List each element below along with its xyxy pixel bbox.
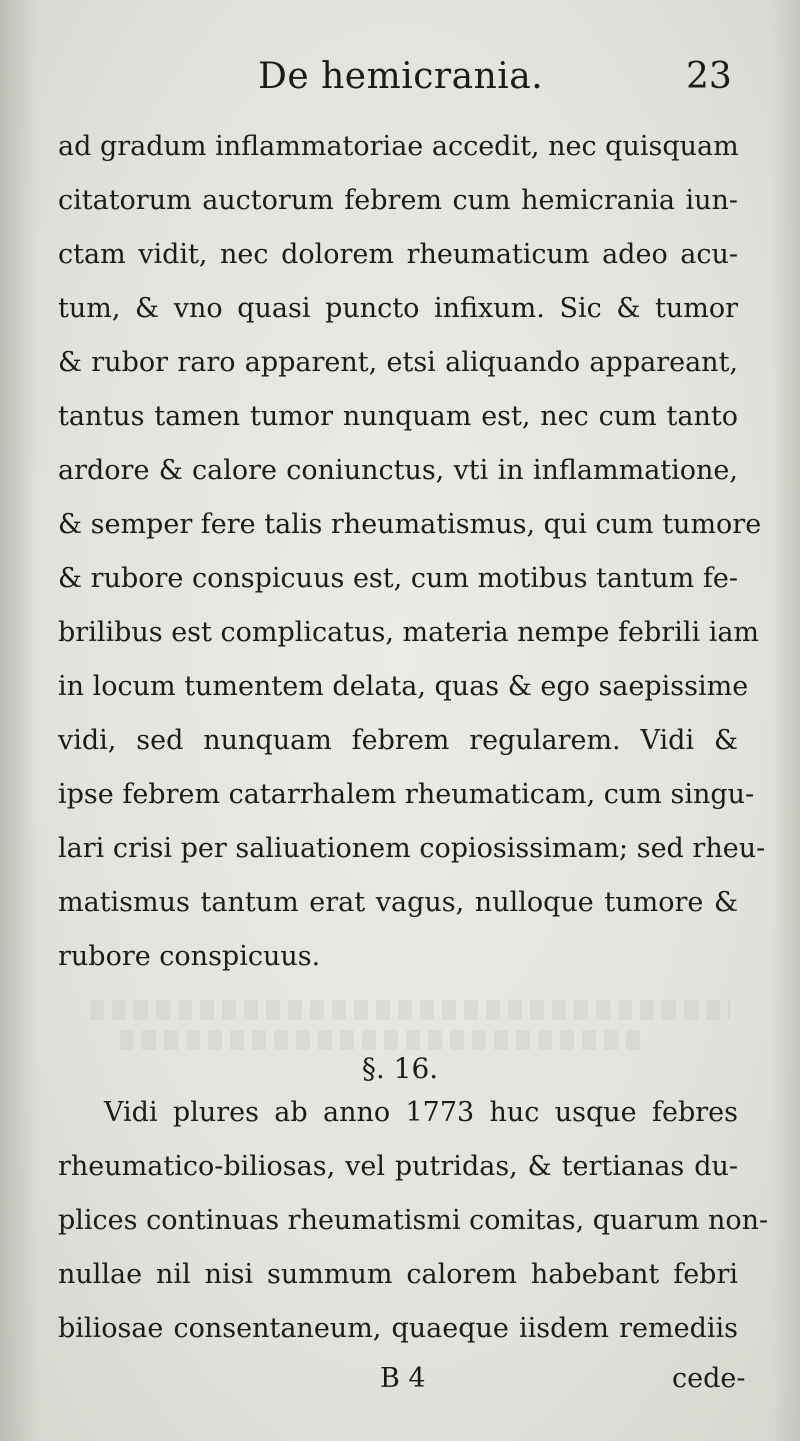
text-line: & rubor raro apparent, etsi aliquando appareant, [58, 347, 738, 378]
text-line: Vidi plures ab anno 1773 huc usque febres [104, 1097, 738, 1128]
text-line: citatorum auctorum febrem cum hemicrania iun- [58, 185, 738, 216]
text-line: ctam vidit, nec dolorem rheumaticum adeo acu- [58, 239, 738, 270]
text-line: nullae nil nisi summum calorem habebant febri [58, 1259, 738, 1290]
text-line: lari crisi per saliuationem copiosissimam; sed rheu- [58, 833, 766, 864]
page-shadow-left [0, 0, 38, 1441]
text-line: plices continuas rheumatismi comitas, quarum non- [58, 1205, 769, 1236]
text-line: biliosae consentaneum, quaeque iisdem remediis [58, 1313, 738, 1344]
text-line: ipse febrem catarrhalem rheumaticam, cum singu- [58, 779, 755, 810]
text-line: in locum tumentem delata, quas & ego saepissime [58, 671, 749, 702]
running-title: De hemicrania. [258, 56, 544, 97]
text-line: ad gradum inflammatoriae accedit, nec quisquam [58, 131, 739, 162]
section-heading: §. 16. [361, 1052, 439, 1085]
text-line: tantus tamen tumor nunquam est, nec cum tanto [58, 401, 738, 432]
text-line: & semper fere talis rheumatismus, qui cum tumore [58, 509, 762, 540]
page-shadow-right [772, 0, 800, 1441]
text-line: brilibus est complicatus, materia nempe febrili iam [58, 617, 760, 648]
text-line: & rubore conspicuus est, cum motibus tantum fe- [58, 563, 738, 594]
text-line: matismus tantum erat vagus, nulloque tumore & [58, 887, 738, 918]
text-line: tum, & vno quasi puncto infixum. Sic & tumor [58, 293, 738, 324]
signature-mark: B 4 [380, 1363, 426, 1394]
text-line: rheumatico-biliosas, vel putridas, & tertianas du- [58, 1151, 738, 1182]
text-line: vidi, sed nunquam febrem regularem. Vidi & [58, 725, 738, 756]
catchword: cede- [672, 1363, 746, 1394]
show-through-text [90, 1000, 730, 1020]
page-number: 23 [686, 56, 732, 97]
text-line: rubore conspicuus. [58, 941, 321, 972]
show-through-text [120, 1030, 640, 1050]
page-header [0, 56, 800, 106]
text-line: ardore & calore coniunctus, vti in inflammatione, [58, 455, 738, 486]
